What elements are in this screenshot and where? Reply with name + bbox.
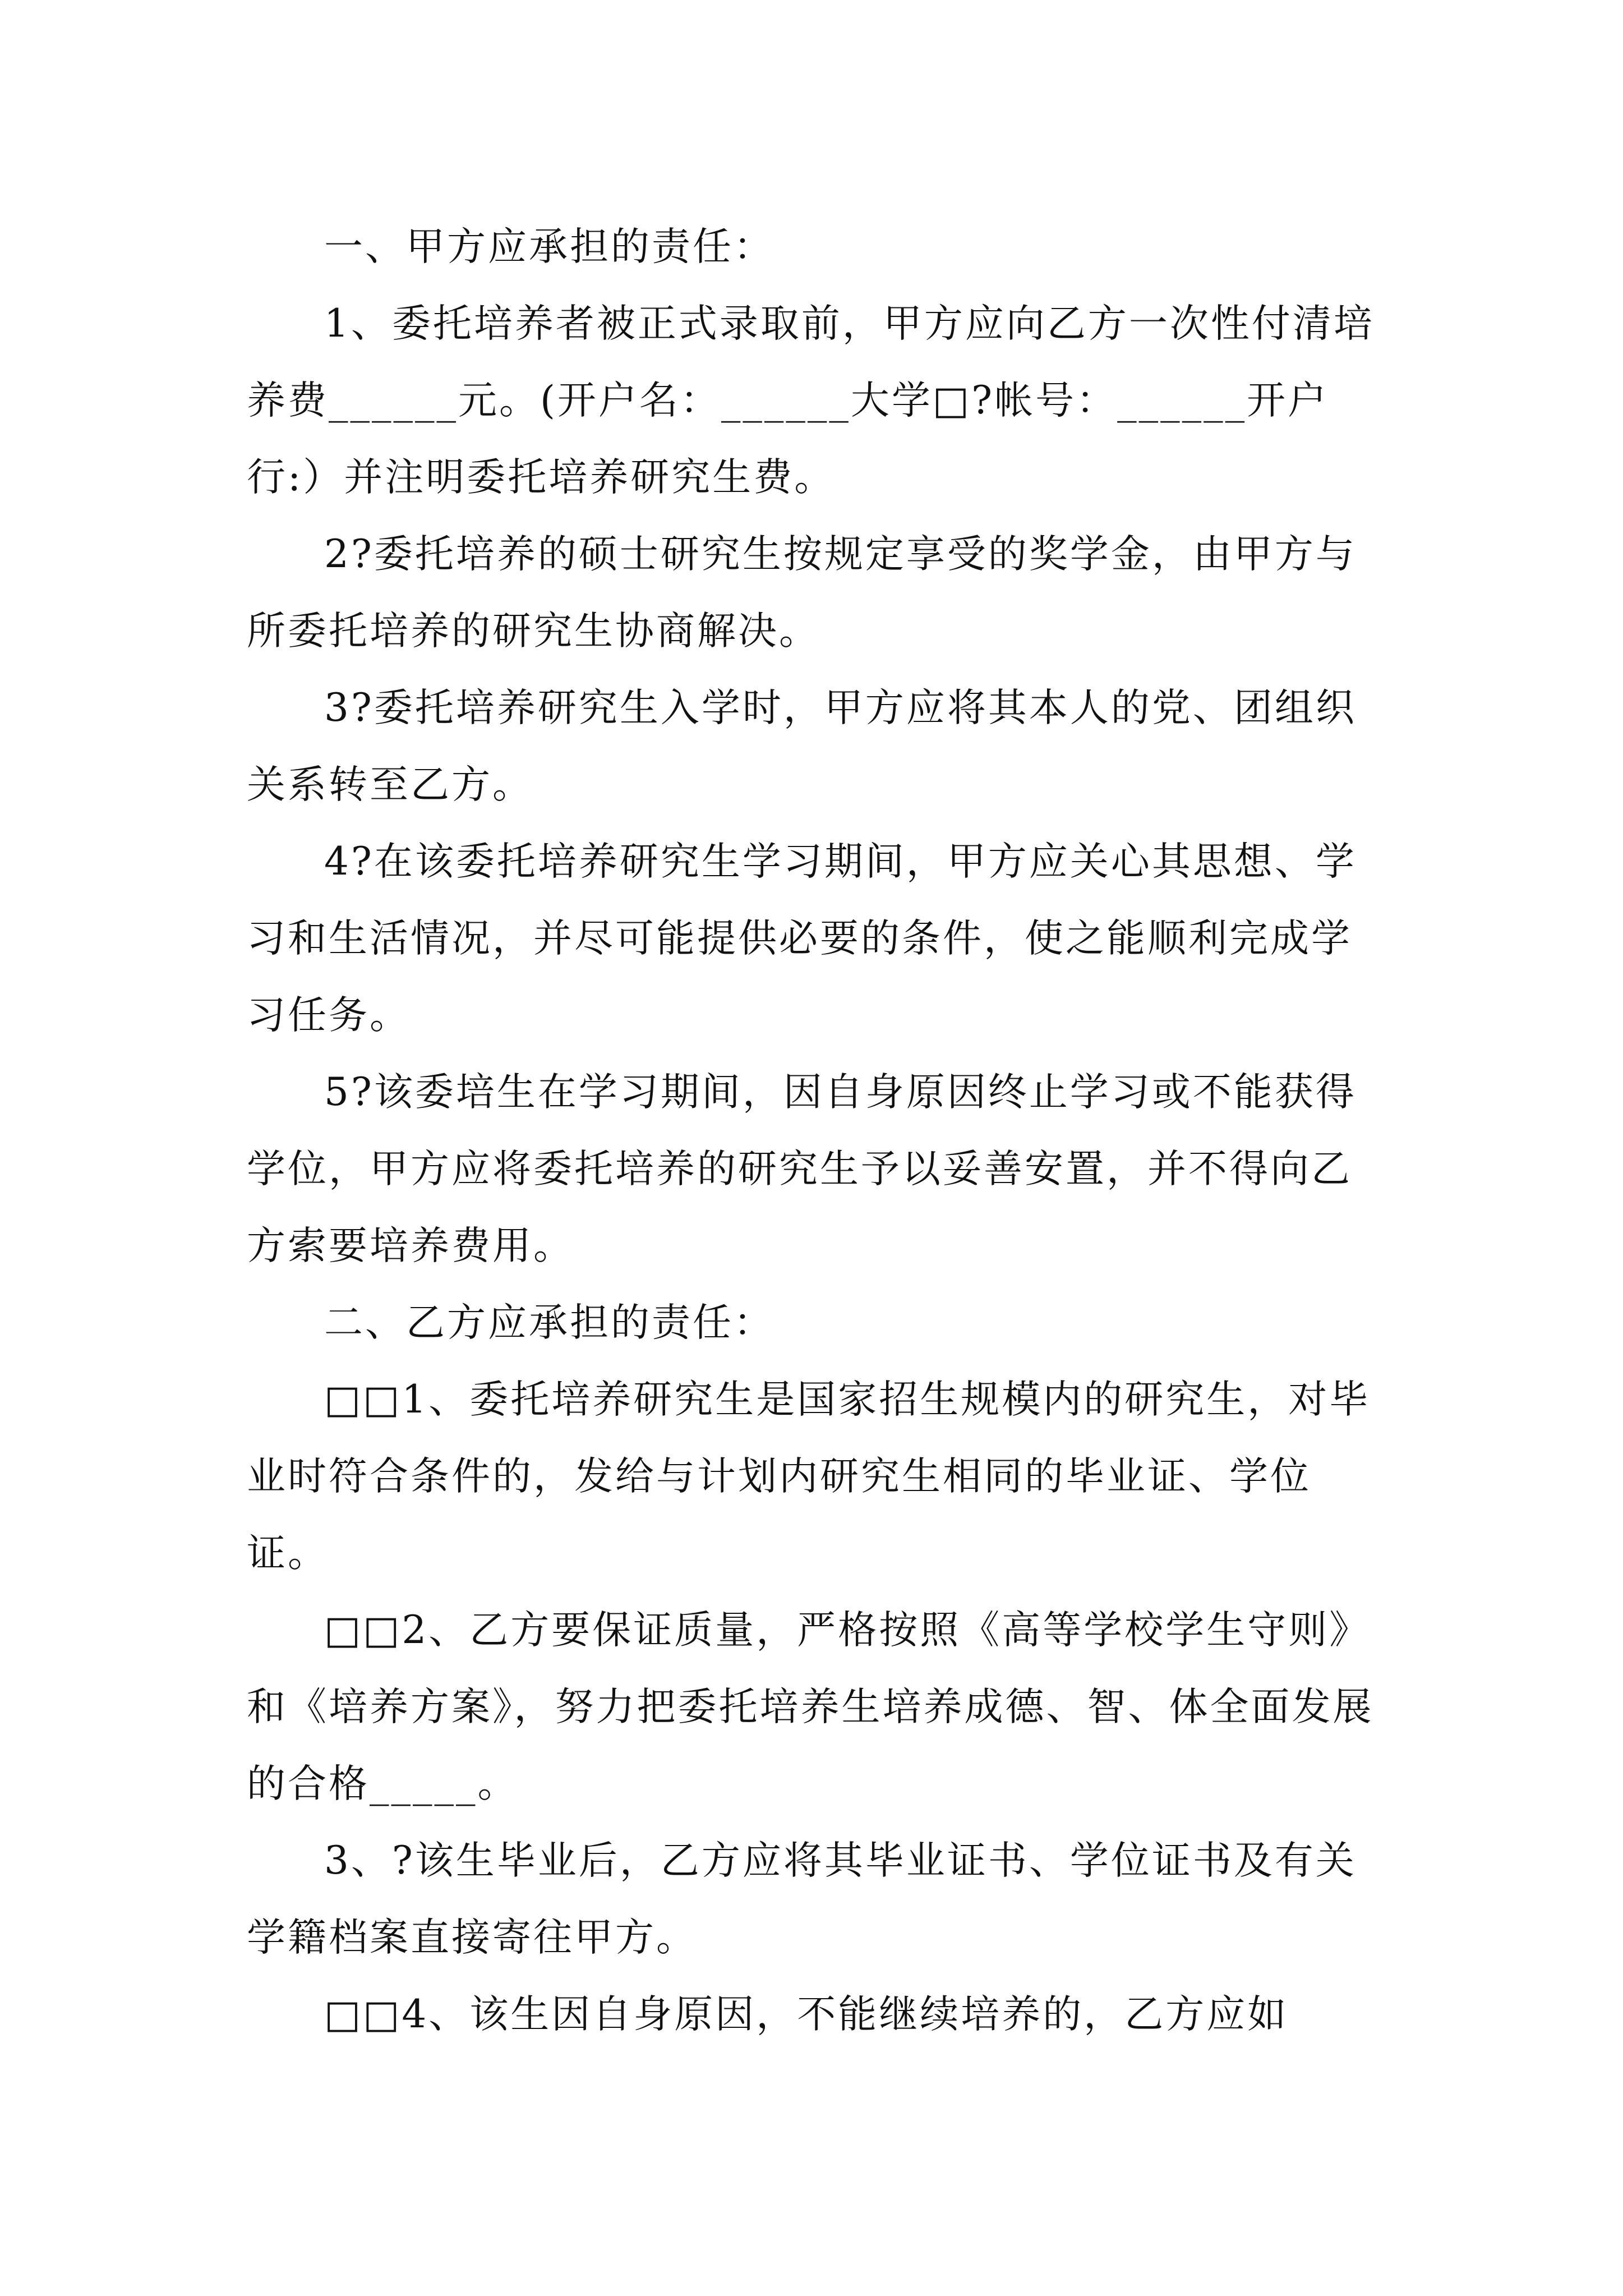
clause-a-3: 3?委托培养研究生入学时，甲方应将其本人的党、团组织关系转至乙方。 [247, 685, 1357, 807]
clause-a-1: 1、委托培养者被正式录取前，甲方应向乙方一次性付清培养费______元。(开户名：______大学□?帐号：______开户行:）并注明委托培养研究生费。 [247, 301, 1375, 500]
section-heading-party-b: 二、乙方应承担的责任： [324, 1300, 774, 1345]
clause-a-5: 5?该委培生在学习期间，因自身原因终止学习或不能获得学位，甲方应将委托培养的研究生予以妥善安置，并不得向乙方索要培养费用。 [247, 1070, 1357, 1268]
clause-b-2: □□2、乙方要保证质量，严格按照《高等学校学生守则》和《培养方案》，努力把委托培养生培养成德、智、体全面发展的合格_____。 [247, 1608, 1374, 1806]
clause-a-2: 2?委托培养的硕士研究生按规定享受的奖学金，由甲方与所委托培养的研究生协商解决。 [247, 532, 1357, 654]
clause-b-1: □□1、委托培养研究生是国家招生规模内的研究生，对毕业时符合条件的，发给与计划内研究生相同的毕业证、学位证。 [247, 1377, 1371, 1576]
document-body [247, 209, 1385, 2053]
clause-b-4: □□4、该生因自身原因，不能继续培养的，乙方应如 [324, 1992, 1289, 2037]
section-heading-party-a: 一、甲方应承担的责任： [324, 224, 774, 269]
clause-b-3: 3、?该生毕业后，乙方应将其毕业证书、学位证书及有关学籍档案直接寄往甲方。 [247, 1838, 1357, 1960]
clause-a-4: 4?在该委托培养研究生学习期间，甲方应关心其思想、学习和生活情况，并尽可能提供必要的条件，使之能顺利完成学习任务。 [247, 839, 1357, 1038]
